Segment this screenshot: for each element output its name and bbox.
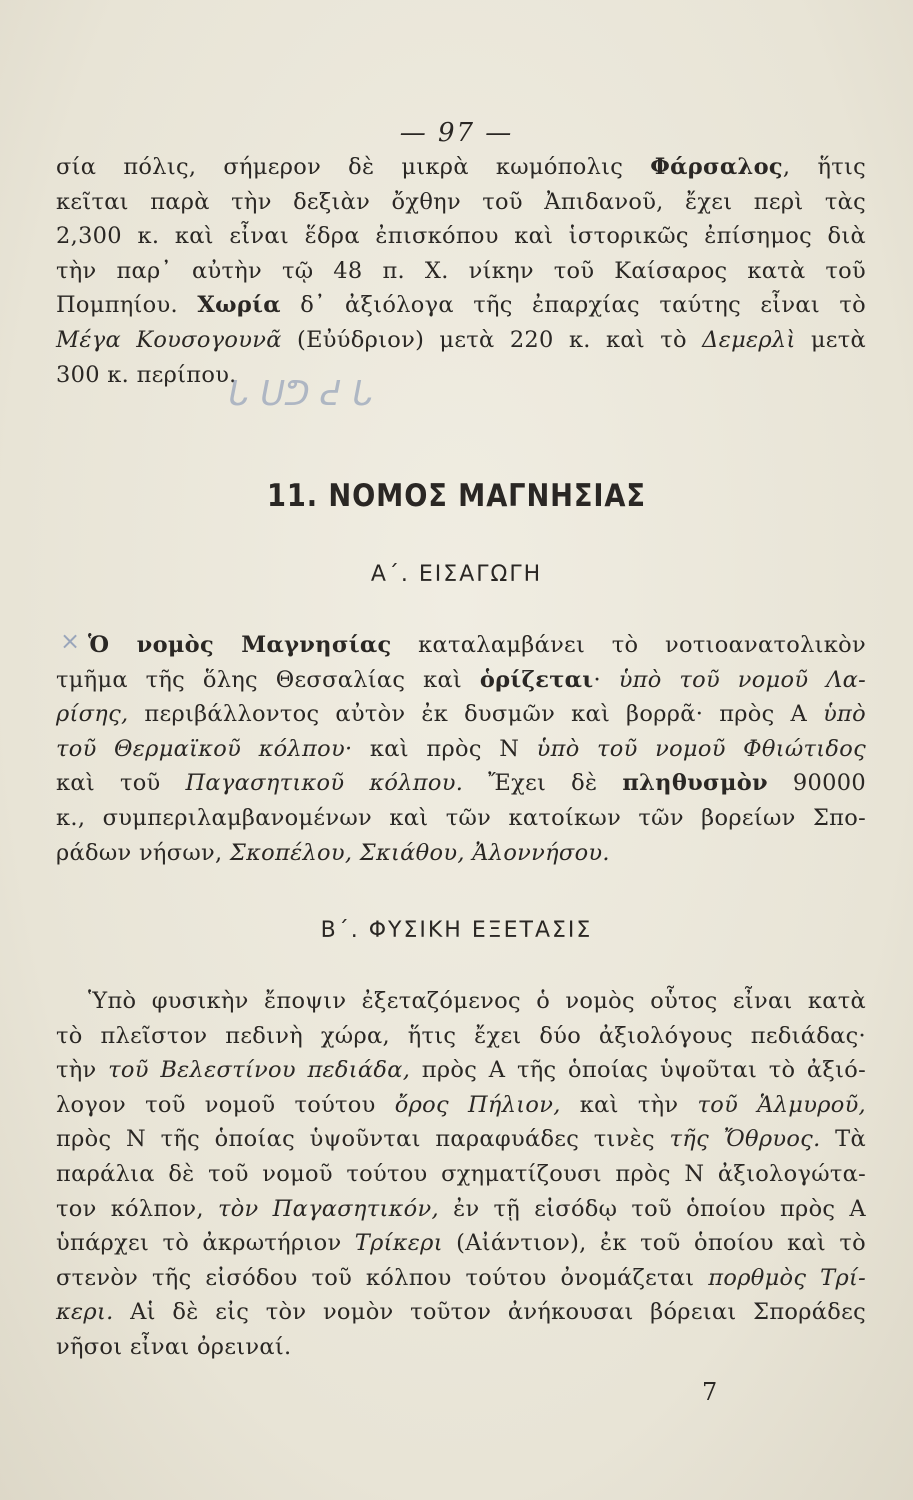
paragraph-pharsalos xyxy=(56,150,866,392)
italic-term: τοῦ Θερμαϊκοῦ κόλπου· xyxy=(56,735,353,762)
paragraph-physical xyxy=(56,984,866,1365)
text-line xyxy=(56,663,866,698)
text-run: περιβάλλοντος αὐτὸν ἐκ δυσμῶν καὶ βορρᾶ· πρὸς Α xyxy=(128,701,824,728)
text-run: Πομπηίου. xyxy=(56,292,198,319)
text-line: 2,300 κ. καὶ εἶναι ἕδρα ἐπισκόπου καὶ ἱστορικῶς ἐπίσημος διὰ xyxy=(56,223,866,250)
text-run: καὶ τὴν xyxy=(560,1091,698,1118)
text-line xyxy=(56,1192,866,1227)
italic-term: κερι. xyxy=(56,1299,114,1326)
text-run: ἐν τῇ εἰσόδῳ τοῦ ὁποίου πρὸς Α xyxy=(438,1195,866,1222)
bold-term: Ὁ νομὸς Μαγνησίας xyxy=(88,632,392,658)
text-line: κεῖται παρὰ τὴν δεξιὰν ὄχθην τοῦ Ἀπιδανοῦ, ἔχει περὶ τὰς xyxy=(56,188,866,215)
text-run: στενὸν τῆς εἰσόδου τοῦ κόλπου τούτου ὀνομάζεται xyxy=(56,1264,709,1291)
text-run: , ἥτις xyxy=(782,154,866,180)
text-line xyxy=(56,766,866,801)
italic-term: ὑπὸ τοῦ νομοῦ Λα- xyxy=(618,666,867,693)
text-run: Αἱ δὲ εἰς τὸν νομὸν τοῦτον ἀνήκουσαι βόρειαι Σποράδες xyxy=(113,1299,866,1326)
signature-mark: 7 xyxy=(702,1378,718,1406)
italic-term: Παγασητικοῦ κόλπου. xyxy=(185,770,464,797)
subsection-title-physical: Β΄. ΦΥΣΙΚΗ ΕΞΕΤΑΣΙΣ xyxy=(320,918,593,943)
text-run: μετὰ xyxy=(795,326,866,353)
text-run: καὶ τοῦ xyxy=(56,770,186,797)
italic-term: Σκοπέλου, Σκιάθου, Ἀλοννήσου. xyxy=(229,839,610,866)
text-run: καὶ πρὸς Ν xyxy=(352,735,537,762)
text-line xyxy=(56,628,866,663)
text-run: Τὰ xyxy=(820,1126,866,1153)
pencil-scribble: ᒐ ᑌᕤ ᕍ ᒐ xyxy=(228,374,374,414)
text-line xyxy=(56,697,866,732)
italic-term: τοῦ Βελεστίνου πεδιάδα, xyxy=(108,1057,411,1084)
text-run: τὴν xyxy=(56,1057,109,1084)
section-title: 11. ΝΟΜΟΣ ΜΑΓΝΗΣΙΑΣ xyxy=(267,478,646,514)
text-line xyxy=(56,1122,866,1157)
paragraph-introduction xyxy=(56,628,866,870)
text-run: τον κόλπον, xyxy=(56,1195,218,1222)
italic-term: τὸν Παγασητικόν, xyxy=(217,1195,439,1222)
text-run: λογον τοῦ νομοῦ τούτου xyxy=(56,1091,395,1118)
text-line: Ὑπὸ φυσικὴν ἔποψιν ἐξεταζόμενος ὁ νομὸς οὗτος εἶναι κατὰ xyxy=(88,988,866,1014)
text-run: δ᾽ ἀξιόλογα τῆς ἐπαρχίας ταύτης εἶναι τὸ xyxy=(280,292,866,319)
italic-term: Τρίκερι xyxy=(354,1230,443,1257)
text-run: καταλαμβάνει τὸ νοτιοανατολικὸν xyxy=(391,632,866,658)
text-line xyxy=(56,323,866,358)
text-line xyxy=(56,1053,866,1088)
text-run: ὑπάρχει τὸ ἀκρωτήριον xyxy=(56,1230,355,1257)
text-line xyxy=(56,1088,866,1123)
text-line: κ., συμπεριλαμβανομένων καὶ τῶν κατοίκων τῶν βορείων Σπο- xyxy=(56,804,866,831)
text-line xyxy=(56,150,866,185)
text-line xyxy=(56,836,866,871)
text-line: τὸ πλεῖστον πεδινὴ χώρα, ἥτις ἔχει δύο ἀξιολόγους πεδιάδας· xyxy=(56,1022,866,1049)
bold-term: πληθυσμὸν xyxy=(622,770,768,797)
bold-term: ὁρίζεται xyxy=(479,666,594,693)
text-line: νῆσοι εἶναι ὀρειναί. xyxy=(56,1333,292,1360)
text-run: (Αἰάντιον), ἐκ τοῦ ὁποίου καὶ τὸ xyxy=(442,1230,866,1257)
italic-term: πορθμὸς Τρί- xyxy=(708,1264,866,1291)
page-number: — 97 — xyxy=(399,118,514,148)
text-line: 300 κ. περίπου. xyxy=(56,361,237,388)
text-line: τὴν παρ᾽ αὐτὴν τῷ 48 π. Χ. νίκην τοῦ Καίσαρος κατὰ τοῦ xyxy=(56,257,866,284)
text-run: (Εὐύδριον) μετὰ 220 κ. καὶ τὸ xyxy=(281,326,703,353)
italic-term: Δεμερλὶ xyxy=(702,326,796,353)
italic-term: ὑπὸ τοῦ νομοῦ Φθιώτιδος xyxy=(536,735,866,762)
text-line xyxy=(56,288,866,323)
text-line xyxy=(56,732,866,767)
bold-term: Φάρσαλος xyxy=(650,154,783,180)
text-line xyxy=(56,1226,866,1261)
text-run: σία πόλις, σήμερον δὲ μικρὰ κωμόπολις xyxy=(56,154,651,180)
italic-term: τοῦ Ἁλμυροῦ, xyxy=(697,1091,867,1118)
italic-term: ὑπὸ xyxy=(823,701,866,728)
subsection-title-introduction: Α΄. ΕΙΣΑΓΩΓΗ xyxy=(370,562,543,587)
text-run: · xyxy=(593,666,619,693)
italic-term: ρίσης, xyxy=(56,701,129,728)
text-line xyxy=(56,1261,866,1296)
text-run: πρὸς Α τῆς ὁποίας ὑψοῦται τὸ ἀξιό- xyxy=(410,1057,866,1084)
bold-term: Χωρία xyxy=(197,292,281,319)
italic-term: τῆς Ὄθρυος. xyxy=(669,1126,821,1153)
italic-term: ὄρος Πήλιον, xyxy=(394,1091,561,1118)
text-run: Ἔχει δὲ xyxy=(463,770,623,797)
text-run: ράδων νήσων, xyxy=(56,839,230,866)
margin-x-mark: × xyxy=(60,627,81,655)
text-run: τμῆμα τῆς ὅλης Θεσσαλίας καὶ xyxy=(56,666,480,693)
text-line xyxy=(56,1295,866,1330)
text-line: παράλια δὲ τοῦ νομοῦ τούτου σχηματίζουσι πρὸς Ν ἀξιολογώτα- xyxy=(56,1160,866,1187)
italic-term: Μέγα Κουσογουνᾶ xyxy=(56,326,282,353)
text-run: πρὸς Ν τῆς ὁποίας ὑψοῦνται παραφυάδες τινὲς xyxy=(56,1126,670,1153)
population-value: 90000 xyxy=(767,770,866,797)
